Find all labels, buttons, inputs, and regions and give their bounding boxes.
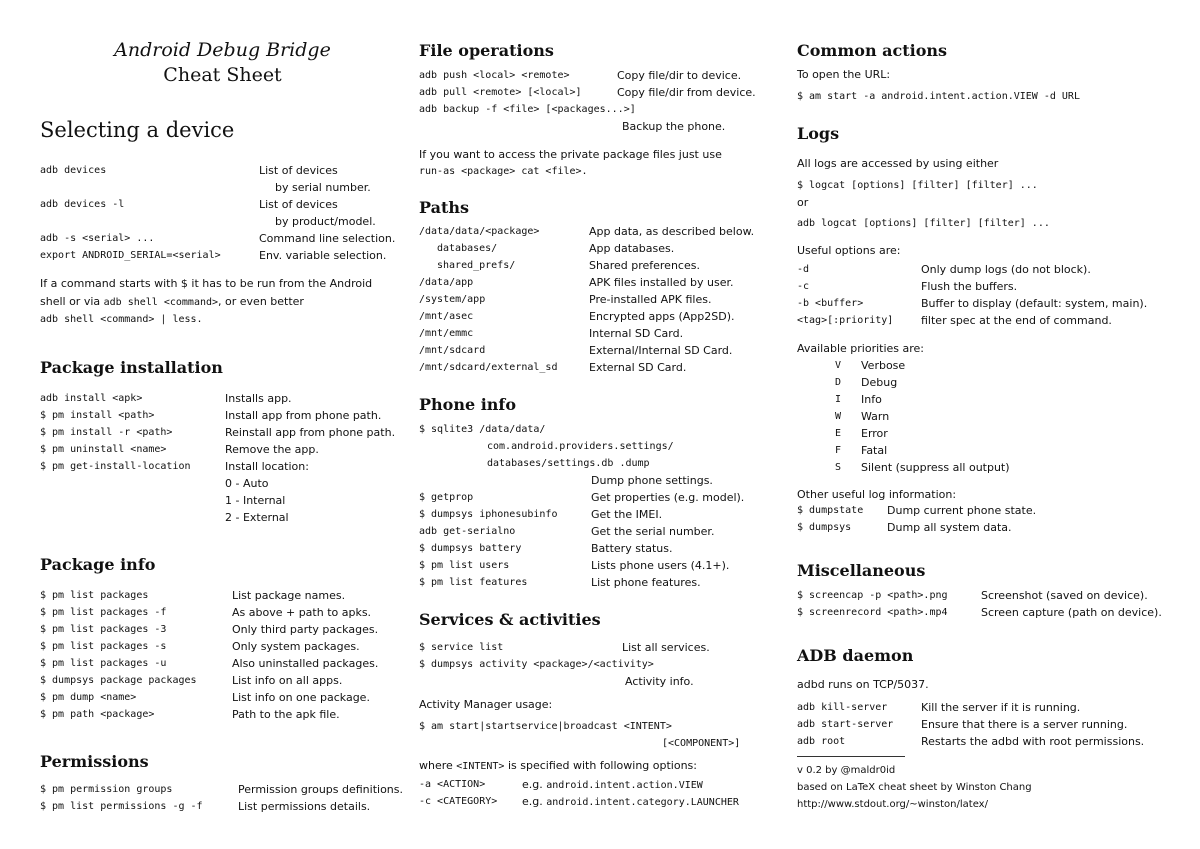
daemon-intro: adbd runs on TCP/5037. [797,678,929,691]
table-row: $ pm list packages -u Also uninstalled packages. [40,657,379,670]
table-row: databases/ App databases. [437,242,675,255]
selecting-note-1: If a command starts with $ it has to be run from the Android [40,277,373,290]
footer-version: v 0.2 by @maldr0id [797,765,896,776]
paths-list [419,223,779,376]
list-item: I Info [835,393,882,406]
table-row: $ pm list packages -f As above + path to apks. [40,606,372,619]
title-line-2: Cheat Sheet [163,64,282,86]
package-info-list [40,587,405,723]
table-row: adb push <local> <remote> Copy file/dir to device. [419,69,742,82]
table-row: -b <buffer> Buffer to display (default: system, main). [797,297,1148,310]
logs-intro: All logs are accessed by using either [797,157,999,170]
table-row: $ service list List all services. [419,641,710,654]
heading-phone-info: Phone info [419,395,516,414]
logs-useful-label: Useful options are: [797,244,901,257]
heading-services-activities: Services & activities [419,610,601,629]
table-row: 1 - Internal [225,494,286,507]
log-priorities-list [835,357,1177,476]
heading-selecting-device: Selecting a device [40,118,235,142]
daemon-list [797,699,1177,750]
selecting-note-2: shell or via adb shell <command>, or even better [40,295,304,308]
table-row: databases/settings.db .dump [487,458,650,469]
table-row: adb start-server Ensure that there is a server running. [797,718,1128,731]
table-row: shared_prefs/ Shared preferences. [437,259,700,272]
footer-divider [797,756,905,757]
table-row: $ pm install -r <path> Reinstall app from phone path. [40,426,396,439]
table-row: $ pm get-install-location Install location: [40,460,309,473]
package-installation-list [40,390,405,526]
list-item: W Warn [835,410,890,423]
heading-package-installation: Package installation [40,358,223,377]
selecting-note-3: adb shell <command> | less. [40,314,203,325]
common-actions-command: $ am start -a android.intent.action.VIEW -d URL [797,91,1080,102]
table-row: /mnt/sdcard External/Internal SD Card. [419,344,733,357]
table-row: $ pm list packages List package names. [40,589,346,602]
table-row: $ pm list features List phone features. [419,576,701,589]
footer-url: http://www.stdout.org/~winston/latex/ [797,799,988,810]
table-row: /mnt/asec Encrypted apps (App2SD). [419,310,735,323]
table-row: $ dumpsys activity <package>/<activity> [419,659,654,670]
heading-miscellaneous: Miscellaneous [797,561,926,580]
table-row: /data/app APK files installed by user. [419,276,734,289]
table-row: adb -s <serial> ... Command line selection. [40,232,396,245]
heading-package-info: Package info [40,555,156,574]
intent-where: where <INTENT> is specified with following options: [419,759,697,772]
heading-common-actions: Common actions [797,41,948,60]
services-list [419,639,779,690]
list-item: D Debug [835,376,898,389]
heading-file-operations: File operations [419,41,554,60]
table-row: adb devices List of devices [40,164,338,177]
logs-other-list [797,502,1177,536]
intent-options-list [419,776,779,810]
list-item: S Silent (suppress all output) [835,461,1010,474]
logs-priorities-label: Available priorities are: [797,342,925,355]
table-row: adb pull <remote> [<local>] Copy file/dir from device. [419,86,756,99]
file-operations-list [419,67,779,135]
table-row: <tag>[:priority] filter spec at the end of command. [797,314,1112,327]
sheet-title [40,38,405,88]
list-item: F Fatal [835,444,888,457]
am-command-1: $ am start|startservice|broadcast <INTENT> [419,721,672,732]
table-row: -d Only dump logs (do not block). [797,263,1091,276]
table-row: $ dumpsys battery Battery status. [419,542,673,555]
table-row: adb kill-server Kill the server if it is running. [797,701,1081,714]
logs-or: or [797,196,809,209]
permissions-list [40,781,405,815]
table-row: $ screencap -p <path>.png Screenshot (saved on device). [797,589,1148,602]
am-command-2: [<COMPONENT>] [662,738,741,749]
table-row: $ sqlite3 /data/data/ [419,424,546,435]
heading-adb-daemon: ADB daemon [797,646,914,665]
table-row: 2 - External [225,511,289,524]
table-row: Dump phone settings. [591,474,713,487]
table-row: adb get-serialno Get the serial number. [419,525,715,538]
selecting-device-list [40,162,405,264]
table-row: Backup the phone. [622,120,726,133]
file-ops-note-1: If you want to access the private package files just use [419,148,722,161]
table-row: $ dumpstate Dump current phone state. [797,504,1037,517]
list-item: E Error [835,427,888,440]
footer-based-on: based on LaTeX cheat sheet by Winston Chang [797,782,1032,793]
table-row: -c <CATEGORY> e.g. android.intent.category.LAUNCHER [419,795,739,808]
phone-info-list [419,421,779,591]
table-row: adb install <apk> Installs app. [40,392,292,405]
table-row: $ pm path <package> Path to the apk file. [40,708,340,721]
table-row: export ANDROID_SERIAL=<serial> Env. variable selection. [40,249,387,262]
table-row: com.android.providers.settings/ [487,441,674,452]
table-row: Activity info. [625,675,694,688]
table-row: $ pm list packages -s Only system packages. [40,640,360,653]
heading-logs: Logs [797,124,840,143]
table-row: $ dumpsys package packages List info on all apps. [40,674,343,687]
logs-other-label: Other useful log information: [797,488,957,501]
list-item: V Verbose [835,359,906,372]
table-row: -a <ACTION> e.g. android.intent.action.VIEW [419,778,703,791]
table-row: adb devices -l List of devices [40,198,338,211]
table-row: $ pm list users Lists phone users (4.1+). [419,559,730,572]
heading-paths: Paths [419,198,469,217]
table-row: /mnt/emmc Internal SD Card. [419,327,684,340]
table-row: $ dumpsys iphonesubinfo Get the IMEI. [419,508,663,521]
table-row: adb root Restarts the adbd with root permissions. [797,735,1145,748]
heading-permissions: Permissions [40,752,149,771]
table-row: $ getprop Get properties (e.g. model). [419,491,745,504]
table-row: by serial number. [275,181,371,194]
misc-list [797,587,1177,621]
table-row: /data/data/<package> App data, as described below. [419,225,755,238]
table-row: $ dumpsys Dump all system data. [797,521,1012,534]
logs-command-2: adb logcat [options] [filter] [filter] ... [797,218,1050,229]
logs-command-1: $ logcat [options] [filter] [filter] ... [797,180,1038,191]
table-row: /system/app Pre-installed APK files. [419,293,712,306]
common-actions-note: To open the URL: [797,68,891,81]
table-row: $ pm dump <name> List info on one package. [40,691,370,704]
table-row: -c Flush the buffers. [797,280,1018,293]
table-row: $ pm install <path> Install app from phone path. [40,409,382,422]
table-row: by product/model. [275,215,376,228]
title-line-1: Android Debug Bridge [114,39,331,61]
table-row: adb backup -f <file> [<packages...>] [419,104,636,115]
table-row: $ pm permission groups Permission groups definitions. [40,783,404,796]
table-row: $ pm list permissions -g -f List permissions details. [40,800,371,813]
logs-options-list [797,261,1177,329]
file-ops-note-2: run-as <package> cat <file>. [419,166,588,177]
table-row: $ pm list packages -3 Only third party packages. [40,623,379,636]
table-row: 0 - Auto [225,477,269,490]
table-row: $ pm uninstall <name> Remove the app. [40,443,319,456]
table-row: $ screenrecord <path>.mp4 Screen capture (path on device). [797,606,1162,619]
table-row: /mnt/sdcard/external_sd External SD Card. [419,361,687,374]
am-usage-label: Activity Manager usage: [419,698,553,711]
